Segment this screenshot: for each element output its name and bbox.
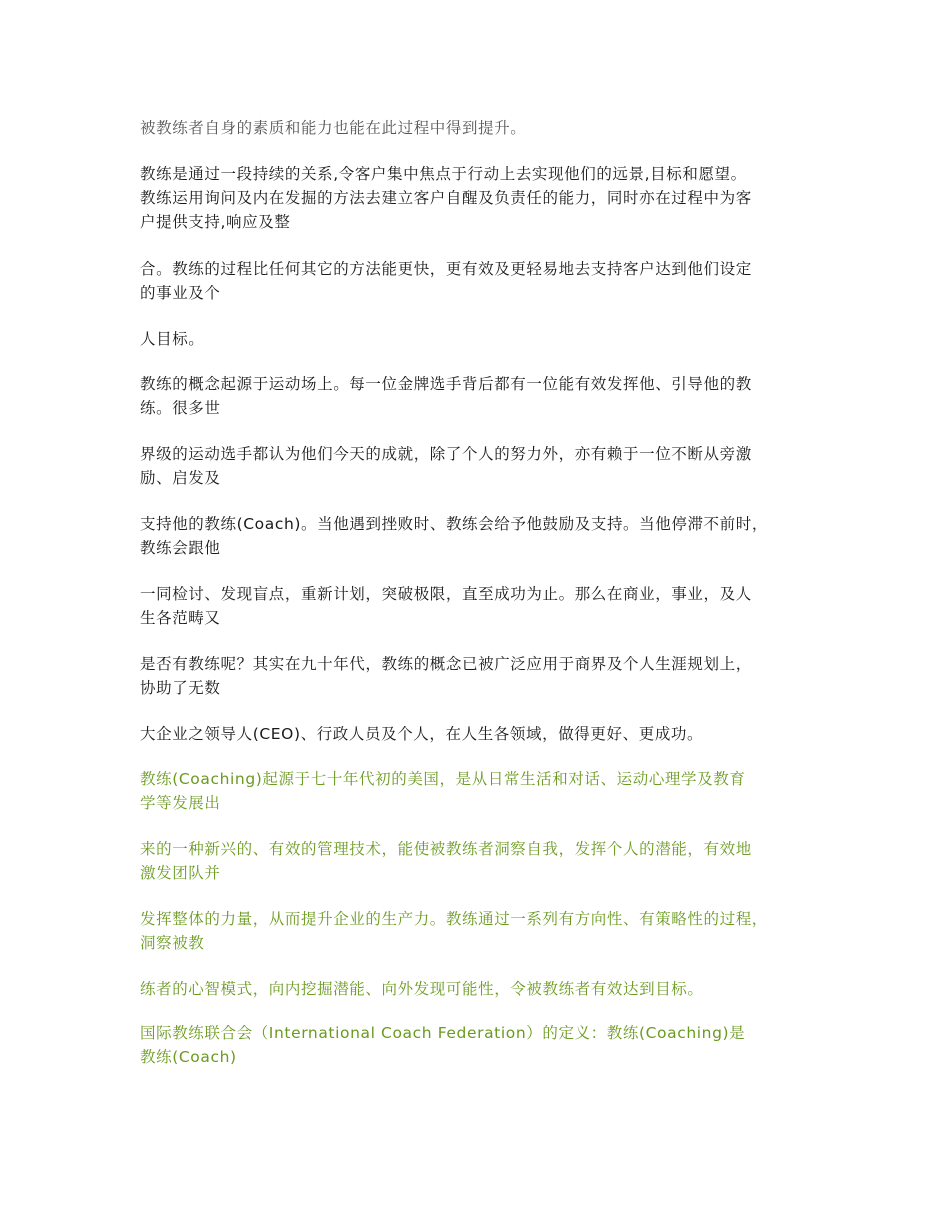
paragraph-8: 一同检讨、发现盲点，重新计划，突破极限，直至成功为止。那么在商业，事业，及人 生各范畴又 [140,585,752,627]
paragraph-9: 是否有教练呢？其实在九十年代，教练的概念已被广泛应用于商界及个人生涯规划上， 协助了无数 [140,655,752,697]
paragraph-2: 教练是通过一段持续的关系,令客户集中焦点于行动上去实现他们的远景,目标和愿望。 教练运用询问及内在发掘的方法去建立客户自醒及负责任的能力，同时亦在过程中为客 户提供支持,响应及整 [140,165,752,231]
paragraph-6: 界级的运动选手都认为他们今天的成就，除了个人的努力外，亦有赖于一位不断从旁激 励、启发及 [140,445,752,487]
paragraph-3: 合。教练的过程比任何其它的方法能更快，更有效及更轻易地去支持客户达到他们设定 的事业及个 [140,260,752,302]
paragraph-5: 教练的概念起源于运动场上。每一位金牌选手背后都有一位能有效发挥他、引导他的教 练。很多世 [140,375,752,417]
paragraph-14: 练者的心智模式，向内挖掘潜能、向外发现可能性，令被教练者有效达到目标。 [140,980,704,998]
paragraph-11: 教练(Coaching)起源于七十年代初的美国，是从日常生活和对话、运动心理学及教育 学等发展出 [140,770,746,812]
paragraph-1: 被教练者自身的素质和能力也能在此过程中得到提升。 [140,119,527,137]
paragraph-12: 来的一种新兴的、有效的管理技术，能使被教练者洞察自我，发挥个人的潜能，有效地 激发团队并 [140,840,752,882]
paragraph-15: 国际教练联合会（International Coach Federation）的定义：教练(Coaching)是 教练(Coach) [140,1024,746,1066]
paragraph-4: 人目标。 [140,330,205,348]
paragraph-13: 发挥整体的力量，从而提升企业的生产力。教练通过一系列有方向性、有策略性的过程， 洞察被教 [140,910,768,952]
paragraph-10: 大企业之领导人(CEO)、行政人员及个人，在人生各领域，做得更好、更成功。 [140,725,704,743]
paragraph-7: 支持他的教练(Coach)。当他遇到挫败时、教练会给予他鼓励及支持。当他停滞不前时， 教练会跟他 [140,515,768,557]
